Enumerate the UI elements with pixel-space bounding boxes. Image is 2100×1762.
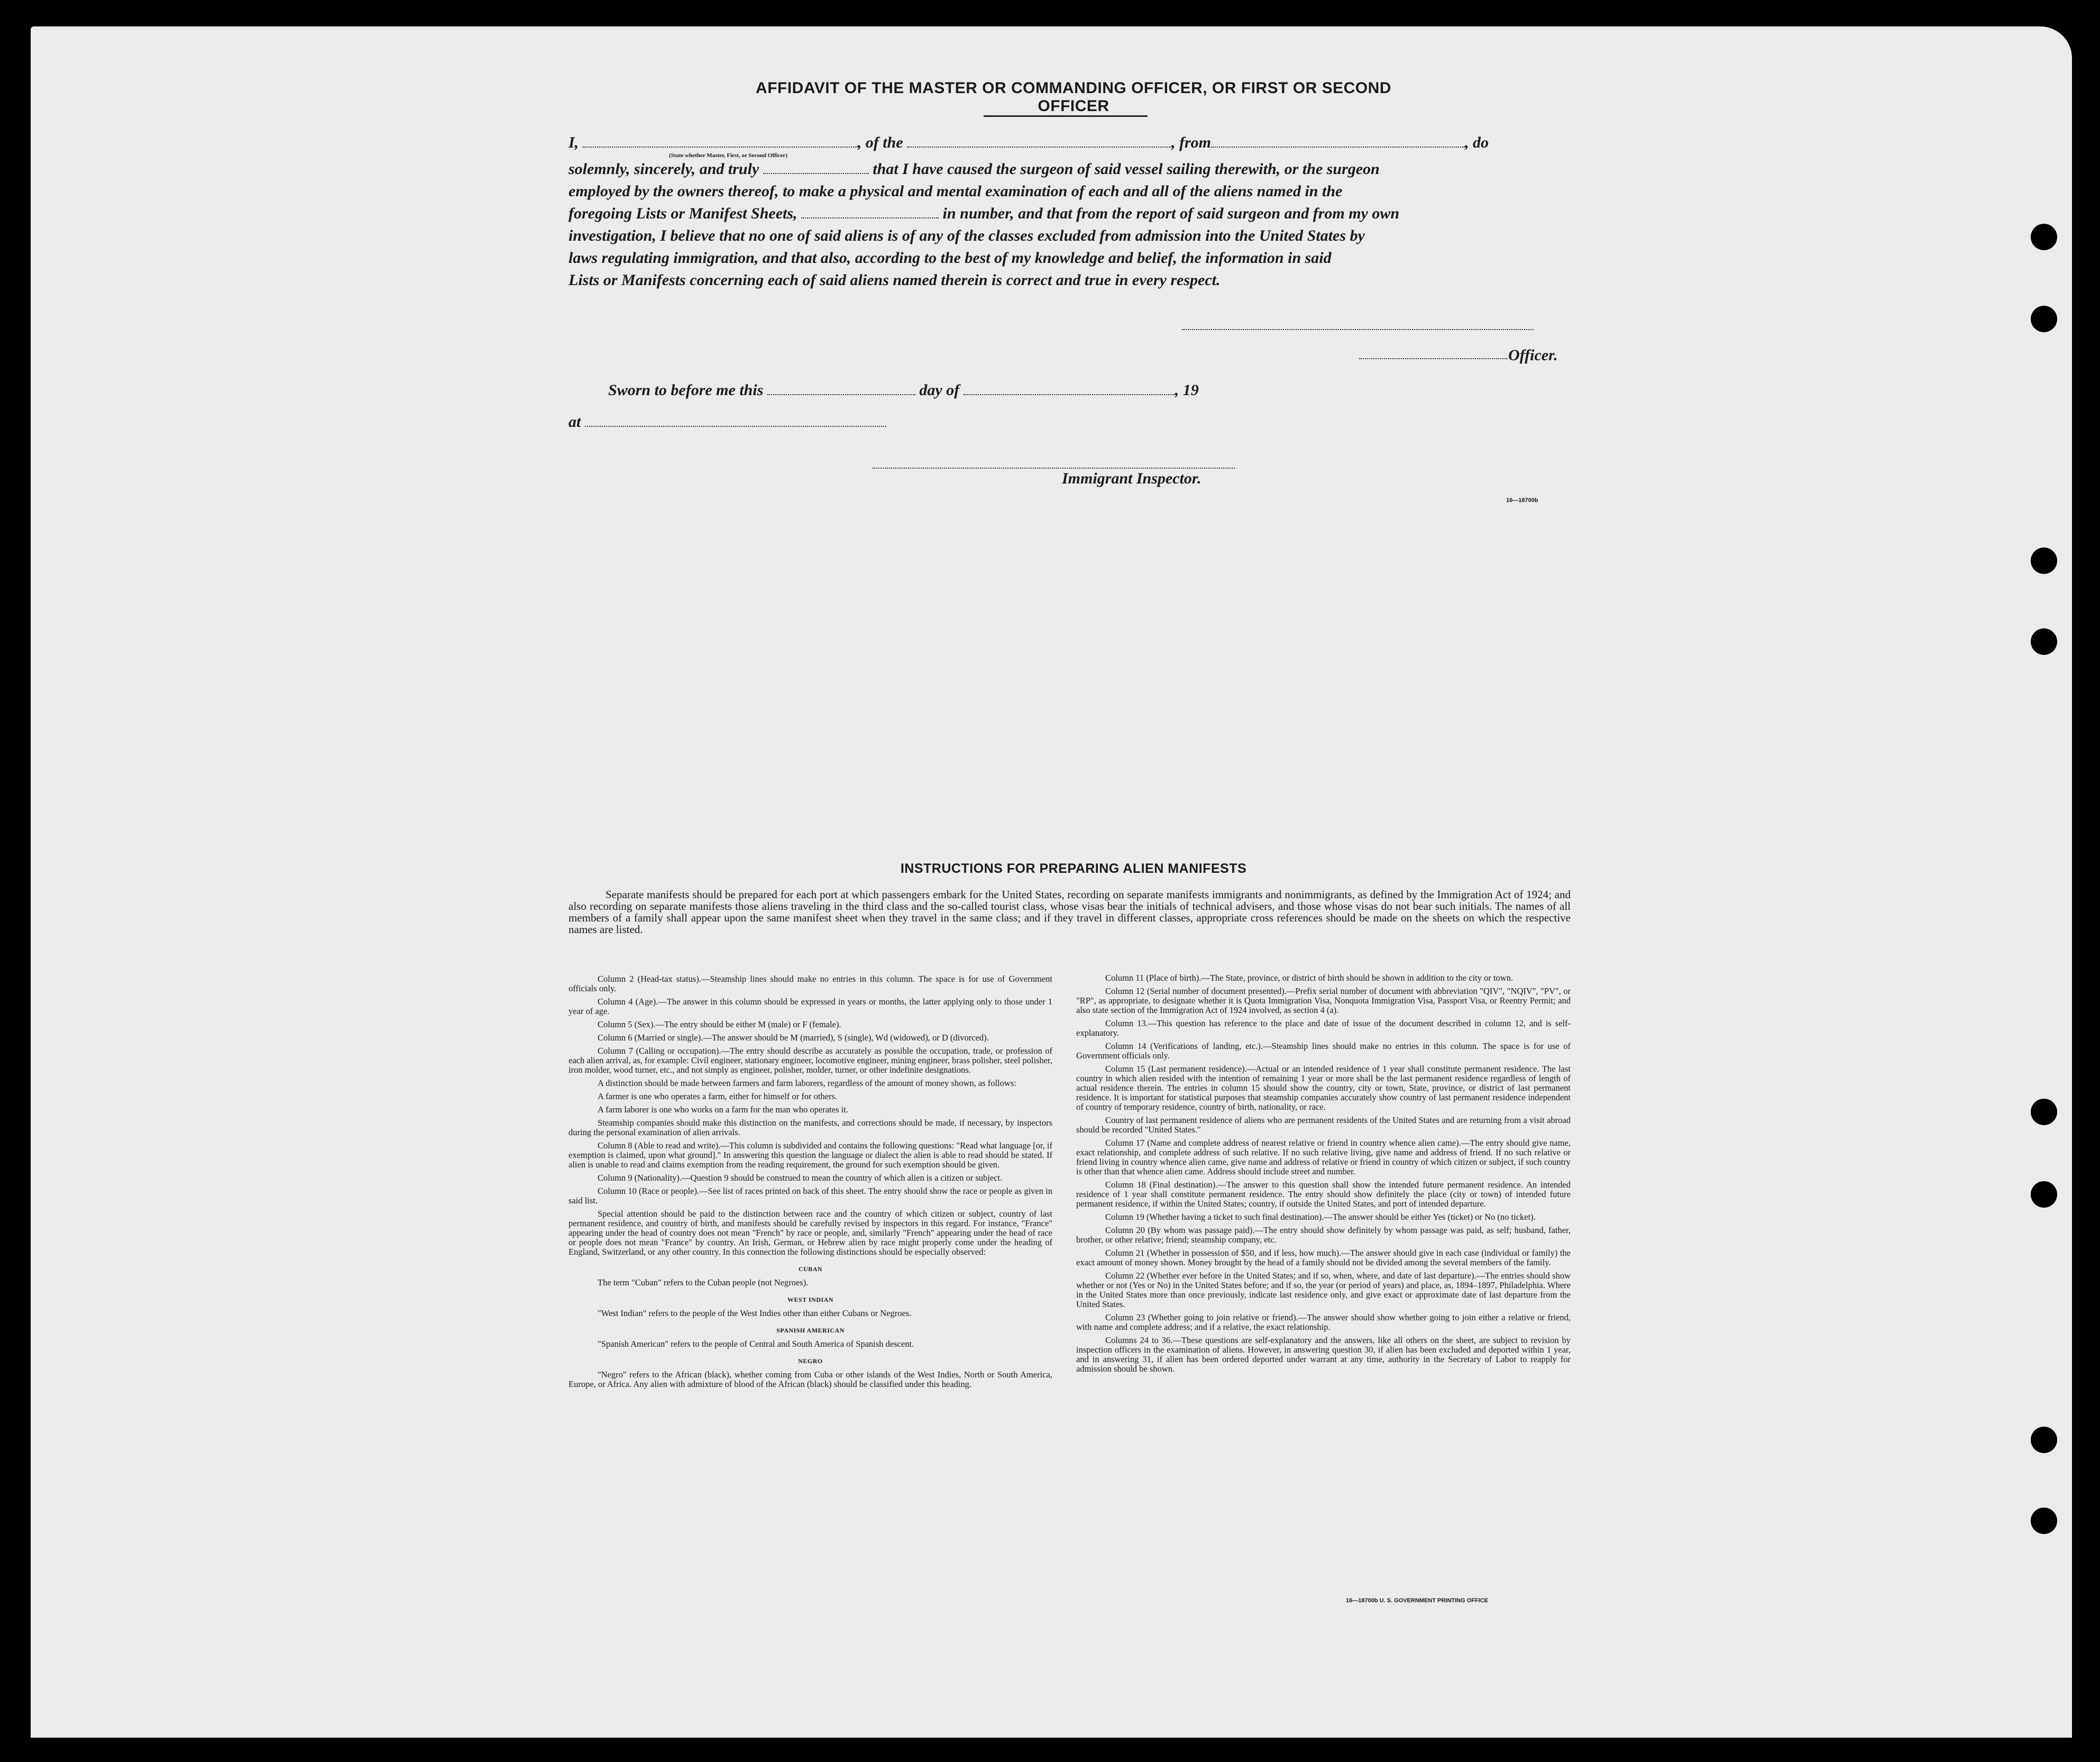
section-heading-spanish-american: SPANISH AMERICAN xyxy=(776,1327,845,1334)
title-rule xyxy=(984,115,1148,117)
punch-hole xyxy=(2031,224,2057,250)
vessel-name-field[interactable] xyxy=(907,135,1171,148)
affidavit-text: in number, and that from the report of said surgeon and from my own xyxy=(942,205,1400,222)
officer-title-field[interactable] xyxy=(583,135,858,148)
instruction-paragraph: Column 8 (Able to read and write).—This column is subdivided and contains the following questions: "Read what language [or, if exemption is claimed, upon what ground]." In answering this question the language or dialect the alien is able to read should be stated. If alien is unable to read and claims exemption from the reading requirement, the ground for such exemption should be given. xyxy=(568,1140,1052,1170)
affidavit-text: , do xyxy=(1465,134,1489,151)
instruction-paragraph: Column 15 (Last permanent residence).—Actual or an intended residence of 1 year shall constitute permanent residence. The last country in which alien resided with the intention of remaining 1 year or more shall be the last permanent residence regardless of length of actual residence therein. The entries in column 15 should show the country, city or town, State, province, or district of last permanent residence. It is important for statistical purposes that steamship companies accurately show country of last permanent residence independent of country of temporary residence, country of birth, nationality, or race. xyxy=(1076,1064,1571,1112)
punch-hole xyxy=(2031,628,2057,655)
section-heading-cuban: CUBAN xyxy=(798,1265,823,1273)
instruction-paragraph: Column 21 (Whether in possession of $50, and if less, how much).—The answer should give in each case (individual or family) the exact amount of money shown. Money brought by the head of a family should not be divided among the several members of the family. xyxy=(1076,1248,1571,1267)
affidavit-line-7: Lists or Manifests concerning each of said aliens named therein is correct and true in every respect. xyxy=(568,271,1221,289)
affidavit-text: solemnly, sincerely, and truly xyxy=(568,160,759,178)
instruction-paragraph: Column 9 (Nationality).—Question 9 should be construed to mean the country of which alien is a citizen or subject. xyxy=(598,1173,1003,1183)
departure-port-field[interactable] xyxy=(1211,135,1465,148)
affidavit-text: that I have caused the surgeon of said vessel sailing therewith, or the surgeon xyxy=(873,160,1380,178)
affidavit-line-3: employed by the owners thereof, to make a physical and mental examination of each and all of the aliens named in the xyxy=(568,182,1343,200)
officer-signature-line-2[interactable] xyxy=(1359,357,1507,359)
instruction-paragraph: Column 5 (Sex).—The entry should be either M (male) or F (female). xyxy=(598,1019,841,1029)
at-line xyxy=(568,412,1563,433)
sworn-place-field[interactable] xyxy=(585,414,886,427)
punch-hole xyxy=(2031,1427,2057,1453)
instruction-paragraph: Column 22 (Whether ever before in the United States; and if so, when, where, and date of last departure).—The entries should show whether or not (Yes or No) in the United States before; and if so, the year (or period of years) and place, as, 1894–1897, Philadelphia. Where in the United States more than once previously, indicate last residence only, and give exact or approximate date of last departure from the United States. xyxy=(1076,1271,1571,1309)
affidavit-text: at xyxy=(568,413,581,431)
oath-form-field[interactable] xyxy=(763,161,869,174)
printing-office-footer: 16—18700b U. S. GOVERNMENT PRINTING OFFICE xyxy=(1346,1597,1488,1604)
instruction-paragraph: "Negro" refers to the African (black), whether coming from Cuba or other islands of the West Indies, North or South America, Europe, or Africa. Any alien with admixture of blood of the African (black) should be classified under this heading. xyxy=(568,1370,1052,1389)
inspector-label: Immigrant Inspector. xyxy=(1062,470,1202,487)
instruction-paragraph: A distinction should be made between farmers and farm laborers, regardless of the amount of money shown, as follows: xyxy=(598,1078,1016,1088)
affidavit-line-6: laws regulating immigration, and that also, according to the best of my knowledge and belief, the information in said xyxy=(568,249,1332,267)
punch-hole xyxy=(2031,306,2057,332)
instruction-paragraph: Column 11 (Place of birth).—The State, province, or district of birth should be shown in addition to the city or town. xyxy=(1105,973,1514,983)
instruction-paragraph: Column 23 (Whether going to join relative or friend).—The answer should show whether going to join either a relative or friend, with name and complete address; and if a relative, the exact relationship. xyxy=(1076,1312,1571,1332)
affidavit-text: , of the xyxy=(857,134,903,151)
section-heading-negro: NEGRO xyxy=(798,1357,823,1365)
instruction-paragraph: Column 12 (Serial number of document presented).—Prefix serial number of document with abbreviation "QIV", "NQIV", "PV", or "RP", as appropriate, to designate whether it is Quota Immigration Visa, Nonquota Immigration Visa, Passport Visa, or Reentry Permit; and also state section of the Immigration Act of 1924 involved, as section 4 (a). xyxy=(1076,986,1571,1015)
instruction-paragraph: The term "Cuban" refers to the Cuban people (not Negroes). xyxy=(598,1277,809,1288)
affidavit-text: , 19 xyxy=(1175,381,1199,399)
instructions-intro: Separate manifests should be prepared for each port at which passengers embark for the United States, recording on separate manifests immigrants and nonimmigrants, as defined by the Immigration Act of 1924; and also recording on separate manifests those aliens traveling in the third class and the so-called tourist class, whose visas bear the initials of technical advisers, and those whose visas do not bear such initials. The names of all members of a family shall appear upon the same manifest sheet when they travel in the same class; and if they travel in different classes, appropriate cross references should be made on the sheets on which the respective names are listed. xyxy=(568,888,1571,936)
sworn-line xyxy=(608,380,1602,401)
instruction-paragraph: "West Indian" refers to the people of the West Indies other than either Cubans or Negroes. xyxy=(598,1308,912,1318)
instruction-paragraph: Column 6 (Married or single).—The answer should be M (married), S (single), Wd (widowed), or D (divorced). xyxy=(598,1033,989,1043)
sworn-month-field[interactable] xyxy=(964,382,1175,395)
instruction-paragraph: A farmer is one who operates a farm, either for himself or for others. xyxy=(598,1091,838,1101)
instructions-title: INSTRUCTIONS FOR PREPARING ALIEN MANIFESTS xyxy=(900,861,1247,876)
instructions-right-column xyxy=(1076,973,1571,1377)
instruction-paragraph: Column 17 (Name and complete address of nearest relative or friend in country whence alien came).—The entry should give name, exact relationship, and complete address of such relative. If no such relative living, give name and address of friend. If no such relative or friend living in country whence alien came, give name and address of relative or friend in country of which citizen or subject, if such country is other than that whence alien came. Address should include street and number. xyxy=(1076,1138,1571,1176)
officer-label: Officer. xyxy=(1508,346,1558,364)
punch-hole xyxy=(2031,1181,2057,1208)
inspector-signature-line[interactable] xyxy=(873,467,1235,469)
section-heading-west-indian: WEST INDIAN xyxy=(787,1296,833,1303)
instruction-paragraph: Country of last permanent residence of aliens who are permanent residents of the United States and are returning from a visit abroad should be recorded "United States." xyxy=(1076,1115,1571,1135)
sworn-day-field[interactable] xyxy=(767,382,915,395)
punch-hole xyxy=(2031,547,2057,574)
instruction-paragraph: Columns 24 to 36.—These questions are self-explanatory and the answers, like all others on the sheet, are subject to revision by inspection officers in the examination of aliens. However, in answering question 30, if alien has been excluded and deported within 1 year, and in answering 31, if alien has been ordered deported under warrant at any time, authority in the Secretary of Labor to reapply for admission should be shown. xyxy=(1076,1335,1571,1374)
instruction-paragraph: Column 13.—This question has reference to the place and date of issue of the document described in column 12, and is self-explanatory. xyxy=(1076,1018,1571,1038)
affidavit-line-4 xyxy=(568,203,1563,224)
instruction-paragraph: Column 7 (Calling or occupation).—The entry should describe as accurately as possible the occupation, trade, or profession of each alien arrival, as, for example: Civil engineer, stationary engineer, locomotive engineer, mining engineer, brass polisher, steel polisher, iron molder, wood turner, etc., and not simply as engineer, polisher, molder, turner, or other indefinite designations. xyxy=(568,1046,1052,1075)
affidavit-line-5: investigation, I believe that no one of said aliens is of any of the classes excluded from admission into the United States by xyxy=(568,227,1365,244)
form-number: 16—18700b xyxy=(1506,497,1538,504)
affidavit-text: day of xyxy=(919,381,960,399)
instruction-paragraph: "Spanish American" refers to the people of Central and South America of Spanish descent. xyxy=(598,1339,914,1349)
instruction-paragraph: Column 10 (Race or people).—See list of races printed on back of this sheet. The entry should show the race or people as given in said list. xyxy=(568,1186,1052,1206)
affidavit-title: AFFIDAVIT OF THE MASTER OR COMMANDING OFFICER, OR FIRST OR SECOND OFFICER xyxy=(756,79,1391,115)
punch-hole xyxy=(2031,1099,2057,1125)
instruction-paragraph: Column 18 (Final destination).—The answer to this question shall show the intended future permanent residence. An intended residence of 1 year shall constitute permanent residence. The entry should show definitely the place (city or town) of intended future permanent residence, if within the United States; country, if outside the United States, and port of intended departure. xyxy=(1076,1180,1571,1209)
officer-signature-line[interactable] xyxy=(1182,328,1534,330)
instruction-paragraph: A farm laborer is one who works on a farm for the man who operates it. xyxy=(598,1104,848,1115)
instruction-paragraph: Column 2 (Head-tax status).—Steamship lines should make no entries in this column. The space is for use of Government officials only. xyxy=(568,974,1052,993)
punch-hole xyxy=(2031,1508,2057,1534)
instruction-paragraph: Special attention should be paid to the distinction between race and the country of which citizen or subject, country of last permanent residence, and country of birth, and manifests should be carefully revised by inspectors in this regard. For instance, "France" appearing under the head of country does not mean "French" by race or people, and, similarly "French" appearing under the head of race or people does not mean "France" by country. An Irish, German, or Hebrew alien by race might properly come under the heading of England, Switzerland, or any other country. In this connection the following distinctions should be especially observed: xyxy=(568,1209,1052,1257)
instruction-paragraph: Column 4 (Age).—The answer in this column should be expressed in years or months, the latter applying only to those under 1 year of age. xyxy=(568,997,1052,1016)
affidavit-line-1 xyxy=(568,132,1563,153)
instruction-paragraph: Column 19 (Whether having a ticket to such final destination).—The answer should be either Yes (ticket) or No (no ticket). xyxy=(1105,1212,1536,1222)
affidavit-text: Sworn to before me this xyxy=(608,381,764,399)
affidavit-text: foregoing Lists or Manifest Sheets, xyxy=(568,205,797,222)
instruction-paragraph: Column 20 (By whom was passage paid).—The entry should show definitely by whom passage was paid, as self; husband, father, brother, or other relative; friend; steamship company, etc. xyxy=(1076,1225,1571,1245)
officer-title-hint: (State whether Master, First, or Second Officer) xyxy=(669,152,788,159)
affidavit-line-2 xyxy=(568,159,1563,180)
sheet-count-field[interactable] xyxy=(801,206,939,218)
instruction-paragraph: Column 14 (Verifications of landing, etc.).—Steamship lines should make no entries in this column. The space is for use of Government officials only. xyxy=(1076,1041,1571,1061)
affidavit-text: , from xyxy=(1171,134,1212,151)
instructions-left-column xyxy=(568,974,1052,1393)
instruction-paragraph: Steamship companies should make this distinction on the manifests, and corrections should be made, if necessary, by inspectors during the personal examination of alien arrivals. xyxy=(568,1118,1052,1137)
affidavit-text: I, xyxy=(568,134,579,151)
